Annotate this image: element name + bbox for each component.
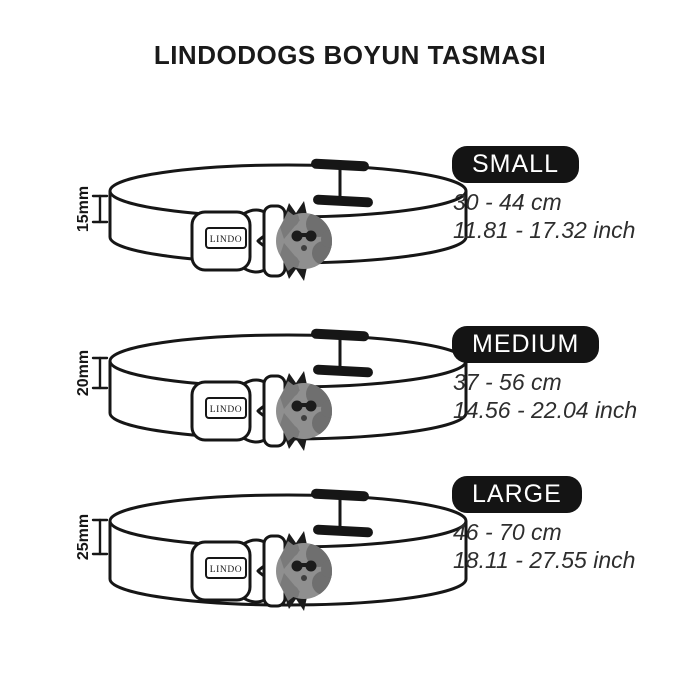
inch-range-medium: 14.56 - 22.04 inch xyxy=(453,397,638,423)
cm-range-medium: 37 - 56 cm xyxy=(453,369,562,395)
page-title: LINDODOGS BOYUN TASMASI xyxy=(153,40,547,70)
buckle-brand-label: LINDO xyxy=(209,565,243,575)
inch-range-small: 11.81 - 17.32 inch xyxy=(453,217,636,243)
buckle-brand-label: LINDO xyxy=(209,405,243,415)
size-badge-large: LARGE xyxy=(452,476,582,513)
size-badge-small: SMALL xyxy=(452,146,579,183)
strap-width-label: 25mm xyxy=(75,513,92,561)
collar-illustration-medium xyxy=(88,321,488,496)
strap-width-label: 15mm xyxy=(75,185,92,233)
buckle-brand-label: LINDO xyxy=(209,235,243,245)
inch-range-large: 18.11 - 27.55 inch xyxy=(453,547,636,573)
collar-illustration-large xyxy=(88,481,488,656)
strap-width-label: 20mm xyxy=(75,349,92,397)
cm-range-large: 46 - 70 cm xyxy=(453,519,562,545)
size-badge-medium: MEDIUM xyxy=(452,326,599,363)
collar-illustration-small xyxy=(88,151,488,326)
cm-range-small: 30 - 44 cm xyxy=(453,189,562,215)
